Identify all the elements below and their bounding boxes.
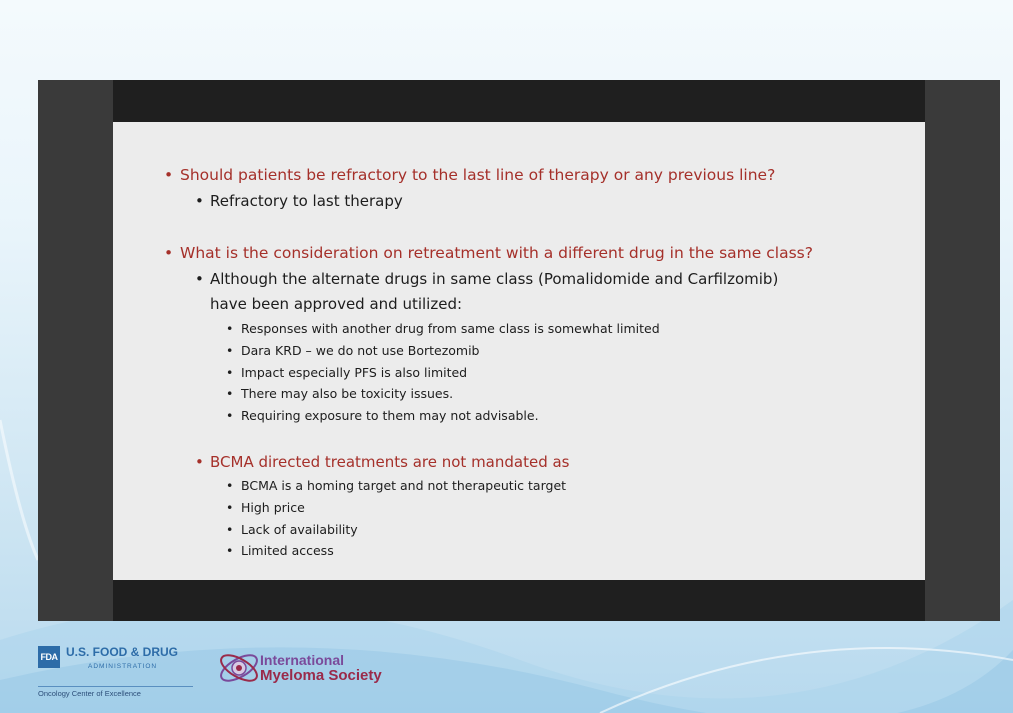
retreatment-point: • Although the alternate drugs in same class (Pomalidomide and Carfilzomib): [210, 270, 778, 288]
retreatment-sub-item: • Requiring exposure to them may not advisable.: [241, 408, 539, 423]
bcma-sub-item: • BCMA is a homing target and not therapeutic target: [241, 478, 566, 493]
bcma-heading: • BCMA directed treatments are not mandated as: [210, 453, 570, 471]
retreatment-sub-item: • Dara KRD – we do not use Bortezomib: [241, 343, 480, 358]
fda-logo-divider: [38, 686, 193, 687]
answer-refractory: • Refractory to last therapy: [210, 192, 403, 210]
bcma-sub-item: • Lack of availability: [241, 522, 358, 537]
ims-atom-icon: [215, 644, 263, 692]
frame-right-pillar: [925, 80, 1000, 621]
sponsor-footer: [0, 630, 1013, 713]
retreatment-sub-item: • There may also be toxicity issues.: [241, 386, 453, 401]
video-frame: [38, 80, 1000, 621]
bcma-sub-item: • Limited access: [241, 543, 334, 558]
question-retreatment: • What is the consideration on retreatment with a different drug in the same class?: [180, 244, 813, 262]
fda-logo-badge: FDA: [38, 646, 60, 668]
ims-logo-line2: Myeloma Society: [260, 667, 382, 684]
retreatment-sub-item: • Impact especially PFS is also limited: [241, 365, 467, 380]
frame-left-pillar: [38, 80, 113, 621]
fda-logo-subtitle: ADMINISTRATION: [88, 663, 158, 670]
presentation-slide: [113, 122, 925, 580]
question-refractory: • Should patients be refractory to the last line of therapy or any previous line?: [180, 166, 775, 184]
retreatment-sub-item: • Responses with another drug from same class is somewhat limited: [241, 321, 660, 336]
ims-logo-line1: International: [260, 652, 345, 668]
bcma-sub-item: • High price: [241, 500, 305, 515]
fda-logo-title: U.S. FOOD & DRUG: [66, 645, 179, 659]
fda-oce-label: Oncology Center of Excellence: [38, 689, 141, 698]
retreatment-point-continued: have been approved and utilized:: [210, 295, 463, 313]
